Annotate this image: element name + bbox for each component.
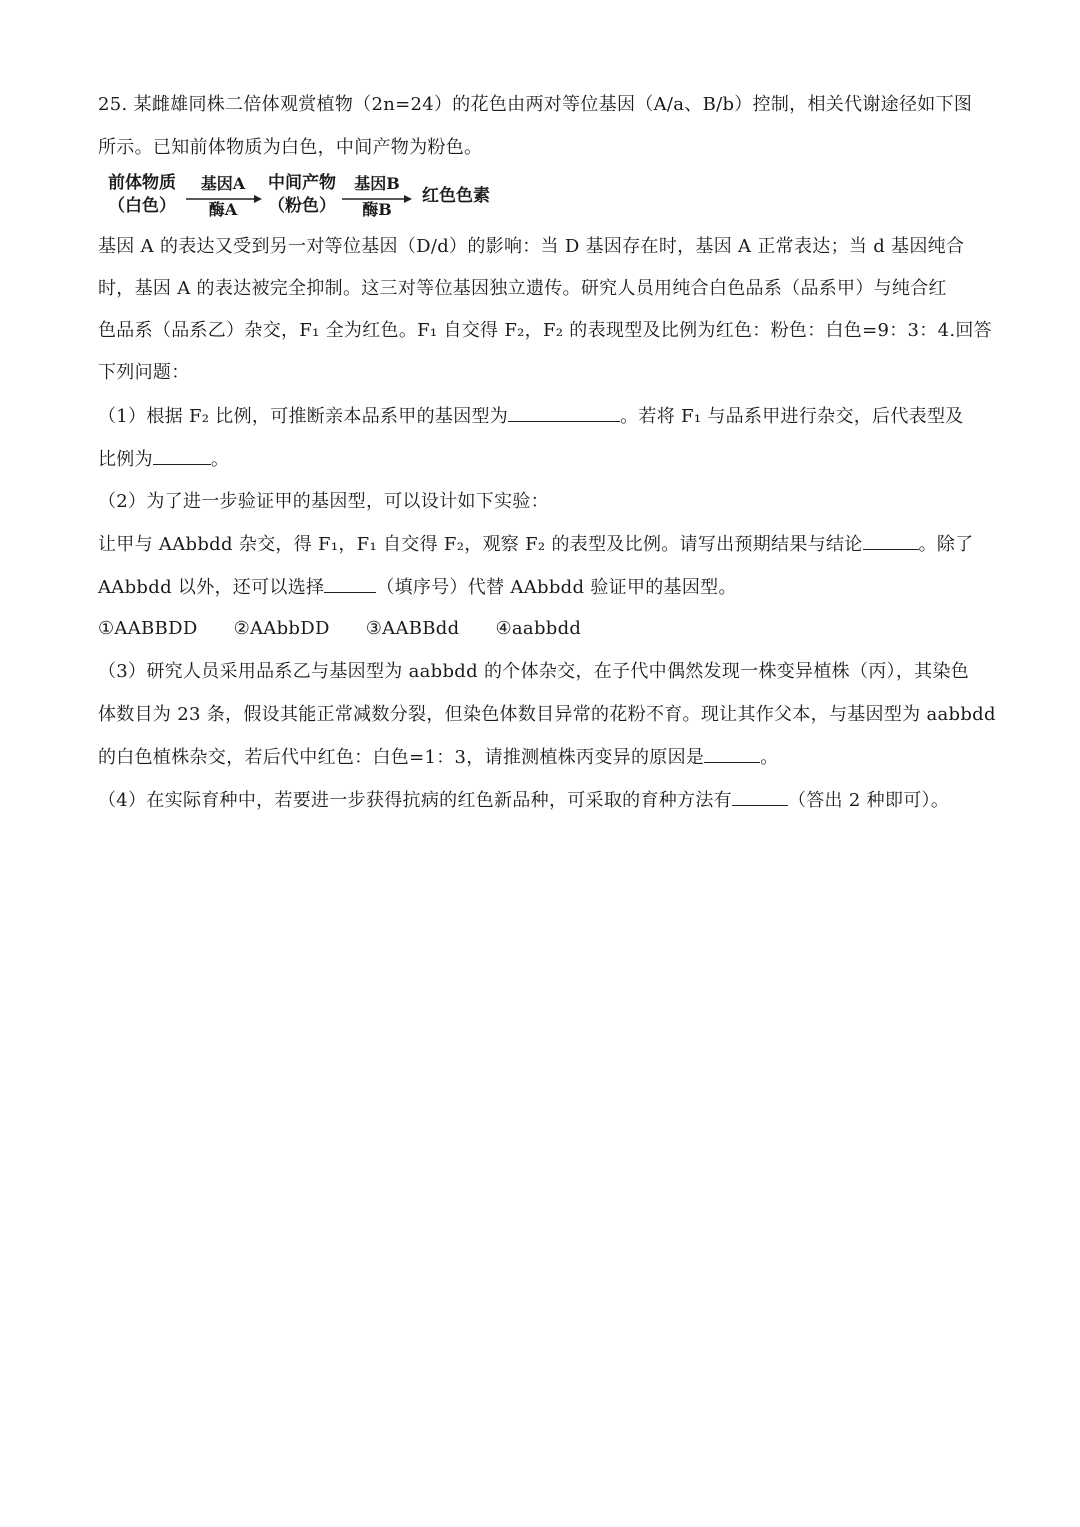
q1-answer-blank-2[interactable]	[153, 446, 211, 465]
q2-text-d: （填序号）代替 AAbbdd 验证甲的基因型。	[376, 577, 737, 598]
precursor-color-label: （白色）	[108, 196, 176, 216]
option-1: ①AABBDD	[98, 618, 198, 639]
option-2: ②AAbbDD	[233, 618, 330, 639]
q1-line-1	[98, 403, 964, 430]
q3-line-1: （3）研究人员采用品系乙与基因型为 aabbdd 的个体杂交，在子代中偶然发现一株变异植株（丙），其染色	[98, 661, 970, 682]
q2-text-b: 。除了	[918, 534, 974, 555]
option-4: ④aabbdd	[495, 618, 582, 639]
q3-line-3	[98, 744, 779, 771]
q4-answer-blank[interactable]	[732, 787, 788, 806]
question-body-line-3: 色品系（品系乙）杂交，F₁ 全为红色。F₁ 自交得 F₂，F₂ 的表现型及比例为红色：粉色：白色=9：3：4.回答	[98, 320, 992, 341]
q1-text-a: （1）根据 F₂ 比例，可推断亲本品系甲的基因型为	[98, 406, 509, 427]
gene-a-label: 基因A	[200, 174, 246, 193]
enzyme-a-label: 酶A	[208, 200, 238, 219]
q1-text-c: 比例为	[98, 449, 153, 470]
option-3: ③AABBdd	[365, 618, 460, 639]
q4-text-a: （4）在实际育种中，若要进一步获得抗病的红色新品种，可采取的育种方法有	[98, 790, 732, 811]
q2-line-1	[98, 531, 973, 558]
enzyme-b-label: 酶B	[362, 200, 392, 219]
q1-text-b: 。若将 F₁ 与品系甲进行杂交，后代表型及	[620, 406, 964, 427]
q1-text-d: 。	[210, 449, 230, 470]
intermediate-color-label: （粉色）	[268, 196, 336, 216]
q3-text-a: 的白色植株杂交，若后代中红色：白色=1：3，请推测植株丙变异的原因是	[98, 747, 705, 768]
intermediate-label: 中间产物	[268, 173, 336, 193]
q2-answer-blank-2[interactable]	[324, 574, 376, 593]
q2-line-2	[98, 574, 737, 601]
metabolic-pathway-diagram	[102, 170, 522, 222]
question-intro-line-1: 25. 某雌雄同株二倍体观赏植物（2n=24）的花色由两对等位基因（A/a、B/b）控制，相关代谢途径如下图	[98, 94, 973, 115]
q2-answer-blank-1[interactable]	[863, 531, 919, 550]
question-body-line-2: 时，基因 A 的表达被完全抑制。这三对等位基因独立遗传。研究人员用纯合白色品系（品系甲）与纯合红	[98, 278, 947, 299]
precursor-label: 前体物质	[108, 173, 176, 193]
question-intro-line-2: 所示。已知前体物质为白色，中间产物为粉色。	[98, 137, 483, 158]
q2-text-c: AAbbdd 以外，还可以选择	[98, 577, 325, 598]
q2-heading: （2）为了进一步验证甲的基因型，可以设计如下实验：	[98, 491, 549, 512]
question-body-line-4: 下列问题：	[98, 362, 190, 383]
q1-line-2	[98, 446, 229, 473]
q3-answer-blank[interactable]	[704, 744, 760, 763]
q1-answer-blank-1[interactable]	[508, 403, 620, 422]
gene-b-label: 基因B	[354, 174, 400, 193]
q2-options	[98, 616, 617, 642]
question-body-line-1: 基因 A 的表达又受到另一对等位基因（D/d）的影响：当 D 基因存在时，基因 A 正常表达；当 d 基因纯合	[98, 236, 965, 257]
q4-line	[98, 787, 949, 814]
q2-text-a: 让甲与 AAbbdd 杂交，得 F₁，F₁ 自交得 F₂，观察 F₂ 的表型及比例。请写出预期结果与结论	[98, 534, 863, 555]
red-pigment-label: 红色色素	[422, 186, 490, 206]
q4-text-b: （答出 2 种即可）。	[787, 790, 950, 811]
q3-line-2: 体数目为 23 条，假设其能正常减数分裂，但染色体数目异常的花粉不育。现让其作父本，与基因型为 aabbdd	[98, 704, 996, 725]
q3-text-b: 。	[760, 747, 779, 768]
